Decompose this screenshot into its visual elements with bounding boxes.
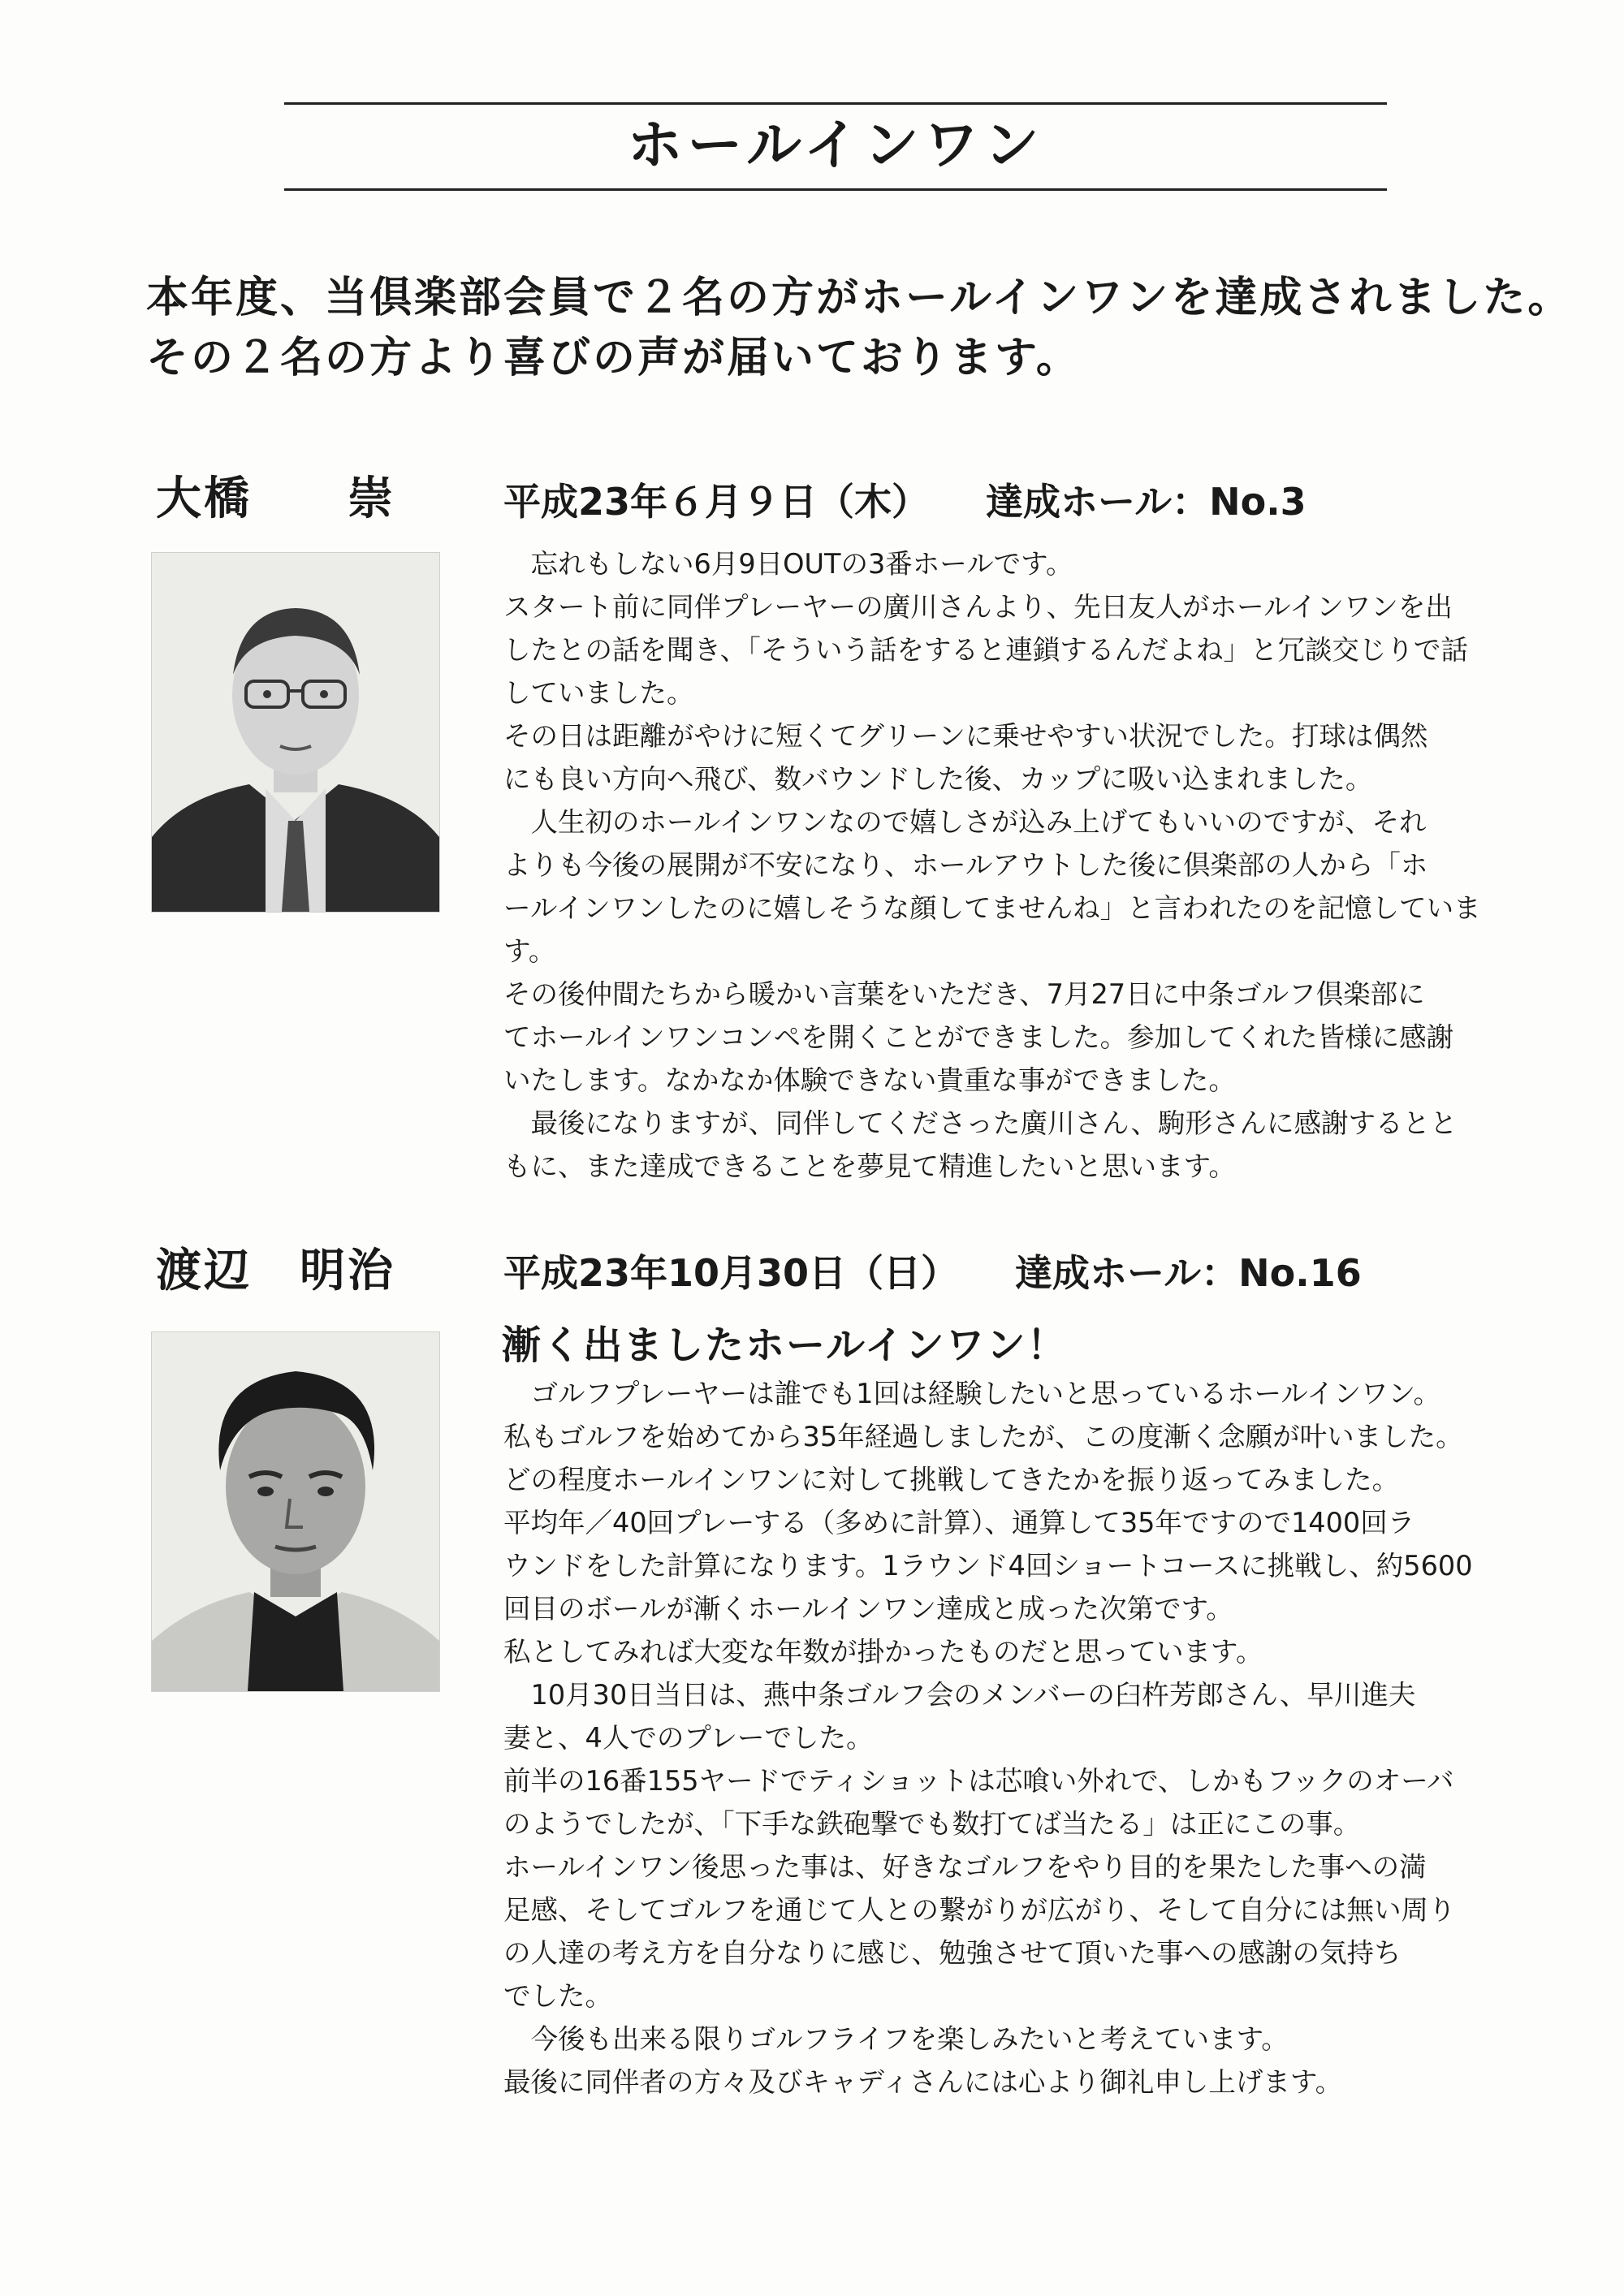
page-title: ホールインワン	[627, 114, 1044, 178]
entry-2-subtitle: 漸く出ましたホールインワン！	[502, 1323, 1068, 1368]
entry-1-hole: 達成ホール：No.3	[986, 480, 1307, 524]
text-line: 最後に同伴者の方々及びキャディさんには心より御礼申し上げます。	[503, 2066, 1343, 2098]
entry-1-text	[503, 542, 1528, 1188]
text-line: でした。	[503, 1980, 612, 2012]
text-line: 人生初のホールインワンなので嬉しさが込み上げてもいいのですが、それ	[503, 806, 1427, 838]
text-line: 10月30日当日は、燕中条ゴルフ会のメンバーの臼杵芳郎さん、早川進夫	[503, 1679, 1416, 1711]
text-line: 妻と、4人でのプレーでした。	[503, 1722, 874, 1754]
text-line: 足感、そしてゴルフを通じて人との繋がりが広がり、そして自分には無い周り	[503, 1894, 1456, 1926]
text-line: 私としてみれば大変な年数が掛かったものだと思っています。	[503, 1636, 1263, 1668]
text-line: ホールインワン後思った事は、好きなゴルフをやり目的を果たした事への満	[503, 1851, 1427, 1883]
text-line: していました。	[503, 677, 694, 709]
text-line: 平均年／40回プレーする（多めに計算）、通算して35年ですので1400回ラ	[503, 1507, 1415, 1539]
text-line: どの程度ホールインワンに対して挑戦してきたかを振り返ってみました。	[503, 1464, 1400, 1495]
entry-2-hole: 達成ホール：No.16	[1015, 1251, 1362, 1295]
text-line: 回目のボールが漸くホールインワン達成と成った次第です。	[503, 1593, 1233, 1625]
text-line: スタート前に同伴プレーヤーの廣川さんより、先日友人がホールインワンを出	[503, 591, 1453, 623]
text-line: よりも今後の展開が不安になり、ホールアウトした後に倶楽部の人から「ホ	[503, 849, 1428, 881]
text-line: 私もゴルフを始めてから35年経過しましたが、この度漸く念願が叶いました。	[503, 1421, 1463, 1452]
text-line: す。	[503, 935, 556, 967]
text-line: ゴルフプレーヤーは誰でも1回は経験したいと思っているホールインワン。	[503, 1378, 1440, 1409]
intro-line: 本年度、当倶楽部会員で２名の方がホールインワンを達成されました。	[146, 274, 1573, 322]
text-line: 最後になりますが、同伴してくださった廣川さん、駒形さんに感謝するとと	[503, 1107, 1458, 1139]
entry-1-portrait	[152, 553, 439, 912]
text-line: のようでしたが、「下手な鉄砲撃でも数打てば当たる」は正にこの事。	[503, 1808, 1361, 1840]
intro-line: その２名の方より喜びの声が届いております。	[146, 334, 1081, 382]
text-line: てホールインワンコンペを開くことができました。参加してくれた皆様に感謝	[503, 1021, 1454, 1053]
text-line: したとの話を聞き、「そういう話をすると連鎖するんだよね」と冗談交じりで話	[503, 634, 1468, 666]
entry-2-portrait	[152, 1332, 439, 1691]
title-rule-top	[284, 102, 1387, 105]
intro-paragraph	[146, 268, 1573, 388]
text-line: にも良い方向へ飛び、数バウンドした後、カップに吸い込まれました。	[503, 763, 1373, 795]
entry-2-date: 平成23年10月30日（日）	[503, 1251, 959, 1295]
text-line: の人達の考え方を自分なりに感じ、勉強させて頂いた事への感謝の気持ち	[503, 1937, 1402, 1969]
title-rule-bottom	[284, 188, 1387, 191]
entry-1-photo	[151, 552, 440, 913]
text-line: ウンドをした計算になります。1ラウンド4回ショートコースに挑戦し、約5600	[503, 1550, 1473, 1582]
entry-2-text	[503, 1372, 1528, 2104]
entry-1-meta	[503, 473, 1307, 530]
text-line: 今後も出来る限りゴルフライフを楽しみたいと考えています。	[503, 2023, 1289, 2055]
text-line: その後仲間たちから暖かい言葉をいただき、7月27日に中条ゴルフ倶楽部に	[503, 978, 1425, 1010]
entry-1-date: 平成23年６月９日（木）	[503, 480, 930, 524]
text-line: ールインワンしたのに嬉しそうな顔してませんね」と言われたのを記憶していま	[503, 892, 1481, 924]
entry-1-name: 大橋 崇	[156, 473, 395, 525]
entry-2-meta	[503, 1245, 1362, 1301]
entry-2-photo	[151, 1331, 440, 1692]
text-line: 前半の16番155ヤードでティショットは芯喰い外れで、しかもフックのオーバ	[503, 1765, 1454, 1797]
text-line: もに、また達成できることを夢見て精進したいと思います。	[503, 1150, 1236, 1182]
entry-2-name: 渡辺 明治	[156, 1245, 395, 1297]
text-line: いたします。なかなか体験できない貴重な事ができました。	[503, 1064, 1236, 1096]
text-line: その日は距離がやけに短くてグリーンに乗せやすい状況でした。打球は偶然	[503, 720, 1428, 752]
text-line: 忘れもしない6月9日OUTの3番ホールです。	[503, 548, 1073, 580]
